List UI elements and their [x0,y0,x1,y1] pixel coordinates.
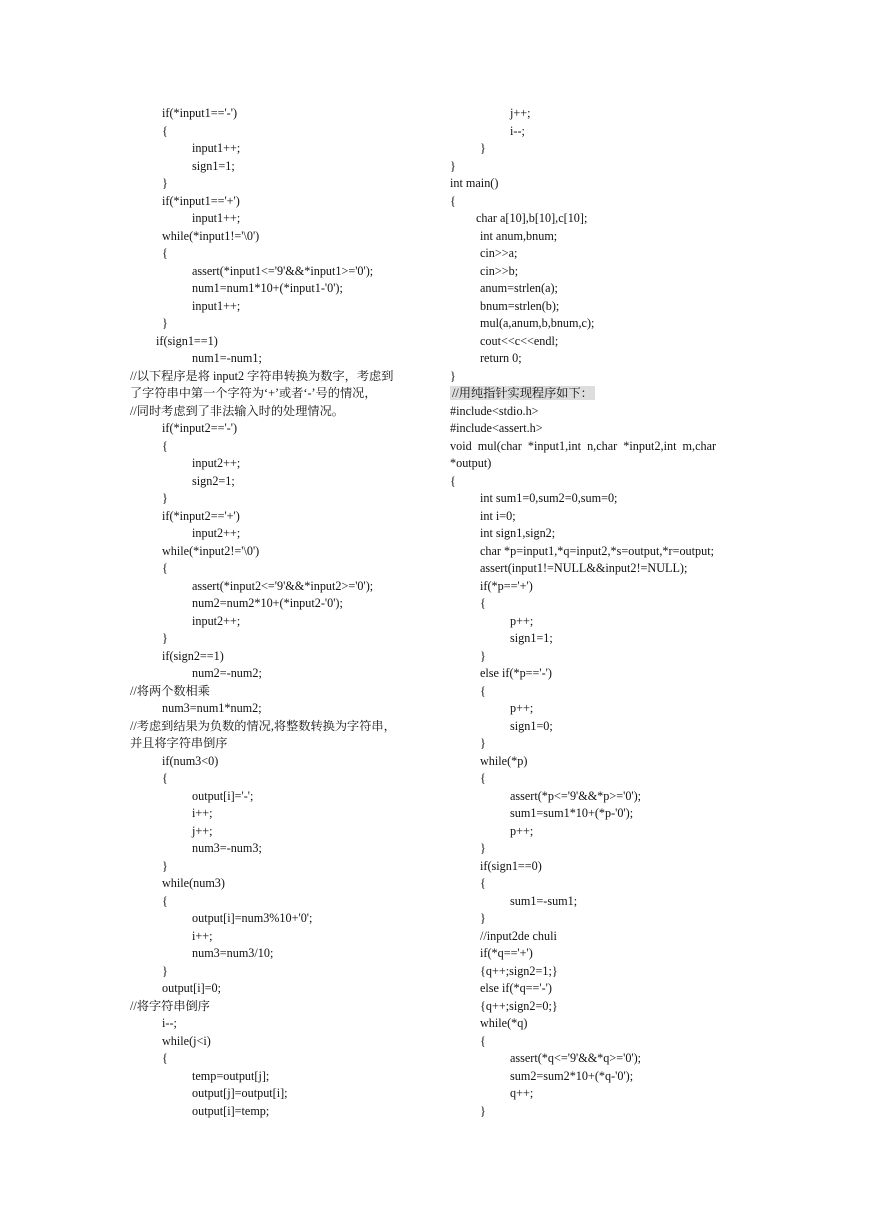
code-text: //将两个数相乘 [130,683,210,698]
code-text: if(sign1==0) [480,858,542,873]
code-text: num1=num1*10+(*input1-'0'); [192,281,343,295]
code-text: i--; [510,123,525,138]
code-line [450,805,750,823]
code-text: } [162,176,168,190]
code-text: assert(*input1<='9'&&*input1>='0'); [192,263,374,278]
code-line [450,193,750,211]
code-text: } [480,1103,486,1118]
code-line [130,140,430,158]
code-text: while(num3) [162,876,225,890]
code-line [130,473,430,491]
code-line [130,315,430,333]
code-text: temp=output[j]; [192,1068,270,1083]
code-line [130,298,430,316]
left-code-column [130,105,430,1120]
code-line [450,455,750,473]
code-text: } [480,648,486,663]
code-text: sum2=sum2*10+(*q-'0'); [510,1068,634,1083]
code-line [450,1033,750,1051]
code-line [130,105,430,123]
code-text: if(*input1=='+') [162,193,240,208]
code-line [130,560,430,578]
code-text: sum1=-sum1; [510,893,578,908]
code-text: char a[10],b[10],c[10]; [476,211,588,225]
code-line [450,963,750,981]
code-text: { [450,193,456,208]
code-line [450,595,750,613]
code-line [130,980,430,998]
code-line [450,1050,750,1068]
code-line [450,893,750,911]
code-text: else if(*q=='-') [480,981,552,995]
code-text: output[i]=0; [162,981,222,995]
code-line [130,858,430,876]
code-text: } [162,491,168,505]
code-text: num2=num2*10+(*input2-'0'); [192,596,343,610]
code-line [130,263,430,281]
code-line [450,368,750,386]
code-line [450,245,750,263]
code-text: { [162,771,168,785]
code-text: assert(*input2<='9'&&*input2>='0'); [192,578,374,593]
code-line [130,385,430,403]
code-text: num3=-num3; [192,841,262,855]
code-line [450,175,750,193]
code-text: //input2de chuli [480,928,557,943]
code-line [130,613,430,631]
code-line [450,1068,750,1086]
code-line [130,910,430,928]
code-line [450,158,750,176]
code-text: input1++; [192,141,241,155]
code-text: int sum1=0,sum2=0,sum=0; [480,491,618,505]
code-text: p++; [510,823,534,838]
code-line [450,840,750,858]
code-line [130,718,430,736]
code-text: //以下程序是将 input2 字符串转换为数字，考虑到 [130,368,394,383]
code-line [450,508,750,526]
code-text: 了字符串中第一个字符为‘+’或者‘-’号的情况， [130,386,377,400]
code-text: if(*p=='+') [480,578,533,593]
code-line [130,1033,430,1051]
code-line [130,245,430,263]
code-text: sum1=sum1*10+(*p-'0'); [510,806,634,820]
code-line [450,123,750,141]
code-line [450,735,750,753]
code-line [450,1103,750,1121]
code-line [450,525,750,543]
code-line [130,525,430,543]
code-line [450,823,750,841]
code-line [450,665,750,683]
code-line [130,735,430,753]
code-line [450,753,750,771]
code-line [130,193,430,211]
code-line [450,298,750,316]
code-line [450,140,750,158]
code-text: int main() [450,176,499,190]
code-text: { [480,1033,486,1048]
code-text: *output) [450,456,492,470]
code-line [450,490,750,508]
code-line [130,403,430,421]
code-line [450,1085,750,1103]
code-text: bnum=strlen(b); [480,298,560,313]
code-line [450,683,750,701]
code-line [130,840,430,858]
code-line [130,578,430,596]
code-line [450,648,750,666]
code-text: p++; [510,701,534,715]
code-text: void mul(char *input1,int n,char *input2,int m,char [450,438,717,453]
code-line [450,788,750,806]
code-text: } [480,736,486,750]
code-text: output[j]=output[i]; [192,1086,288,1100]
code-line [130,543,430,561]
code-line [450,718,750,736]
code-line [130,753,430,771]
code-text: } [480,841,486,855]
code-text: } [450,368,456,383]
code-text: //同时考虑到了非法输入时的处理情况。 [130,403,344,418]
code-text: input1++; [192,211,241,225]
code-line [450,928,750,946]
code-text: i++; [192,806,213,820]
code-line [130,1050,430,1068]
code-line [450,473,750,491]
code-line [450,700,750,718]
code-text: { [162,893,168,908]
code-line [130,123,430,141]
code-line [130,700,430,718]
code-text: char *p=input1,*q=input2,*s=output,*r=output; [480,543,714,558]
code-text: input2++; [192,613,241,628]
code-text: { [480,876,486,890]
code-line [130,595,430,613]
code-line [450,385,750,403]
code-text: q++; [510,1086,534,1100]
code-text: cin>>b; [480,263,519,278]
code-text: assert(*p<='9'&&*p>='0'); [510,788,642,803]
code-line [450,280,750,298]
code-text: if(sign2==1) [162,648,224,663]
code-line [130,945,430,963]
code-text: else if(*p=='-') [480,666,552,680]
code-text: input1++; [192,298,241,313]
code-text: cout<<c<<endl; [480,333,559,348]
code-line [450,350,750,368]
code-text: assert(*q<='9'&&*q>='0'); [510,1051,642,1065]
code-line [130,228,430,246]
code-line [130,455,430,473]
code-line [130,1068,430,1086]
code-line [130,175,430,193]
code-text: //将字符串倒序 [130,998,210,1013]
code-text: if(num3<0) [162,753,219,768]
code-line [450,858,750,876]
code-line [130,770,430,788]
code-line [130,420,430,438]
code-text: while(*input2!='\0') [162,543,260,558]
code-text: 并且将字符串倒序 [130,736,228,750]
code-text: sign1=0; [510,718,553,733]
code-text: } [162,858,168,873]
code-line [130,280,430,298]
code-line [130,998,430,1016]
code-text: output[i]=temp; [192,1103,270,1118]
code-text: num1=-num1; [192,351,262,365]
code-text: num3=num3/10; [192,946,274,960]
code-text: input2++; [192,456,241,470]
code-text: p++; [510,613,534,628]
code-text: num3=num1*num2; [162,701,262,715]
code-text: i++; [192,928,213,943]
code-line [450,560,750,578]
code-text: if(sign1==1) [156,333,218,348]
code-line [130,665,430,683]
code-text: { [162,561,168,575]
code-line [130,508,430,526]
code-text: anum=strlen(a); [480,281,558,295]
code-text: mul(a,anum,b,bnum,c); [480,316,595,330]
code-line [450,613,750,631]
code-text: } [162,963,168,978]
code-text: cin>>a; [480,246,518,260]
code-line [450,578,750,596]
code-line [130,350,430,368]
code-text: { [450,473,456,488]
code-text: i--; [162,1016,177,1030]
code-text: #include<assert.h> [450,421,543,435]
code-text: j++; [510,106,531,120]
code-text: sign2=1; [192,473,235,488]
code-line [130,875,430,893]
highlighted-comment: //用纯指针实现程序如下： [452,386,593,400]
code-text: if(*q=='+') [480,946,533,960]
code-text: j++; [192,823,213,838]
code-text: int sign1,sign2; [480,526,556,540]
code-line [450,228,750,246]
code-text: assert(input1!=NULL&&input2!=NULL); [480,561,688,575]
code-line [450,333,750,351]
code-line [450,420,750,438]
code-text: sign1=1; [510,631,553,645]
code-line [130,1085,430,1103]
code-line [130,805,430,823]
code-text: { [162,246,168,260]
code-line [130,1103,430,1121]
code-text: while(*q) [480,1016,528,1030]
code-text: while(*p) [480,753,528,768]
code-line [450,945,750,963]
code-text: int anum,bnum; [480,228,558,243]
code-text: { [162,1051,168,1065]
code-line [130,823,430,841]
code-text: output[i]=num3%10+'0'; [192,911,313,925]
code-text: { [480,771,486,785]
code-line [130,1015,430,1033]
code-line [450,980,750,998]
code-line [130,368,430,386]
code-line [130,158,430,176]
code-line [130,630,430,648]
code-text: #include<stdio.h> [450,403,539,418]
code-text: { [162,123,168,138]
code-line [450,315,750,333]
code-text: if(*input1=='-') [162,106,237,120]
code-text: if(*input2=='+') [162,508,240,523]
code-line [450,998,750,1016]
code-line [130,648,430,666]
code-line [130,333,430,351]
code-text: } [480,141,486,155]
code-line [450,403,750,421]
code-line [450,630,750,648]
code-text: } [450,158,456,173]
code-line [450,1015,750,1033]
code-text: { [162,438,168,453]
code-text: sign1=1; [192,158,235,173]
code-line [130,928,430,946]
code-line [450,263,750,281]
code-line [450,770,750,788]
code-line [450,438,750,456]
code-line [130,683,430,701]
code-text: input2++; [192,526,241,540]
code-text: while(j<i) [162,1033,211,1048]
code-line [450,105,750,123]
code-text: } [480,911,486,925]
code-line [450,875,750,893]
code-line [130,490,430,508]
code-line [130,788,430,806]
code-text: {q++;sign2=0;} [480,998,558,1013]
code-line [450,543,750,561]
right-code-column [450,105,750,1120]
code-line [130,210,430,228]
code-line [130,438,430,456]
code-text: { [480,683,486,698]
code-text: } [162,316,168,330]
code-line [450,910,750,928]
code-text: } [162,631,168,645]
code-text: if(*input2=='-') [162,421,237,435]
code-text: //考虑到结果为负数的情况,将整数转换为字符串， [130,718,396,733]
code-line [130,893,430,911]
code-text: num2=-num2; [192,666,262,680]
code-text: { [480,596,486,610]
code-text: int i=0; [480,508,516,523]
code-text: {q++;sign2=1;} [480,963,558,978]
code-text: while(*input1!='\0') [162,228,260,243]
code-line [450,210,750,228]
code-text: output[i]='-'; [192,788,254,803]
code-text: return 0; [480,351,522,365]
code-line [130,963,430,981]
